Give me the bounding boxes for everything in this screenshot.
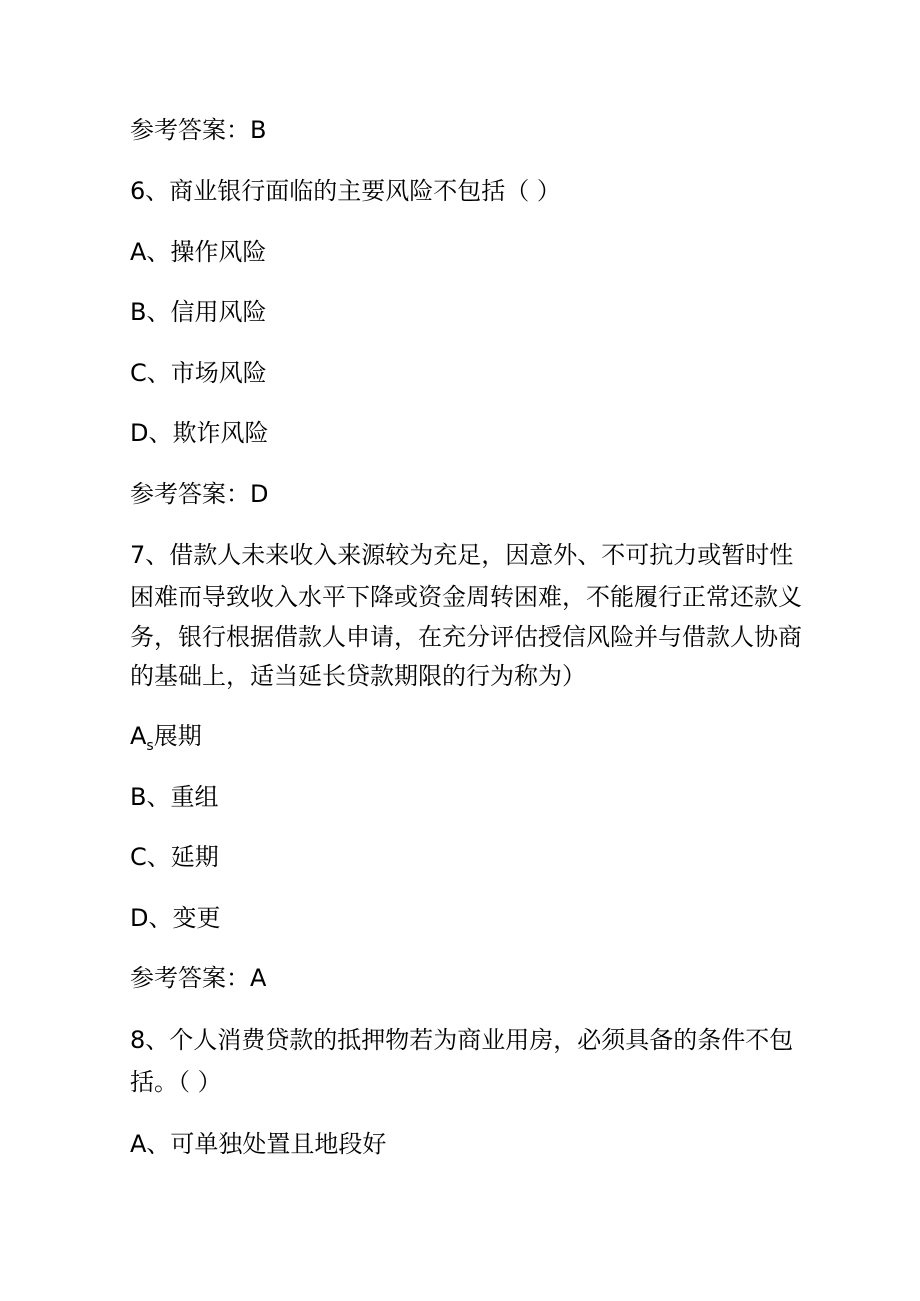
option-6a: A、操作风险 (130, 238, 267, 266)
answer-line-6: 参考答案：D (130, 480, 269, 508)
question-7-line-2: 困难而导致收入水平下降或资金周转困难，不能履行正常还款义 (130, 583, 802, 611)
option-8a: A、可单独处置且地段好 (130, 1130, 387, 1158)
question-8-line-2: 括。（ ） (130, 1068, 222, 1096)
option-7a (130, 721, 202, 755)
option-7b: B、重组 (130, 783, 219, 811)
question-8-line-1: 8、个人消费贷款的抵押物若为商业用房，必须具备的条件不包 (130, 1026, 794, 1054)
option-7a-label: 展期 (153, 722, 202, 750)
answer-line-5: 参考答案：B (130, 116, 267, 144)
option-7d: D、变更 (130, 904, 221, 932)
option-6c: C、市场风险 (130, 359, 267, 387)
question-7-line-3: 务，银行根据借款人申请，在充分评估授信风险并与借款人协商 (130, 623, 802, 651)
question-7-line-1: 7、借款人未来收入来源较为充足，因意外、不可抗力或暂时性 (130, 541, 794, 569)
option-7a-prefix: A (130, 722, 147, 750)
option-6d: D、欺诈风险 (130, 419, 269, 447)
option-6b: B、信用风险 (130, 298, 267, 326)
option-7c: C、延期 (130, 843, 219, 871)
question-7-line-4: 的基础上，适当延长贷款期限的行为称为） (130, 662, 586, 690)
option-7a-subscript: s (146, 738, 154, 754)
answer-line-7: 参考答案：A (130, 964, 267, 992)
question-6: 6、商业银行面临的主要风险不包括（ ） (130, 177, 561, 205)
